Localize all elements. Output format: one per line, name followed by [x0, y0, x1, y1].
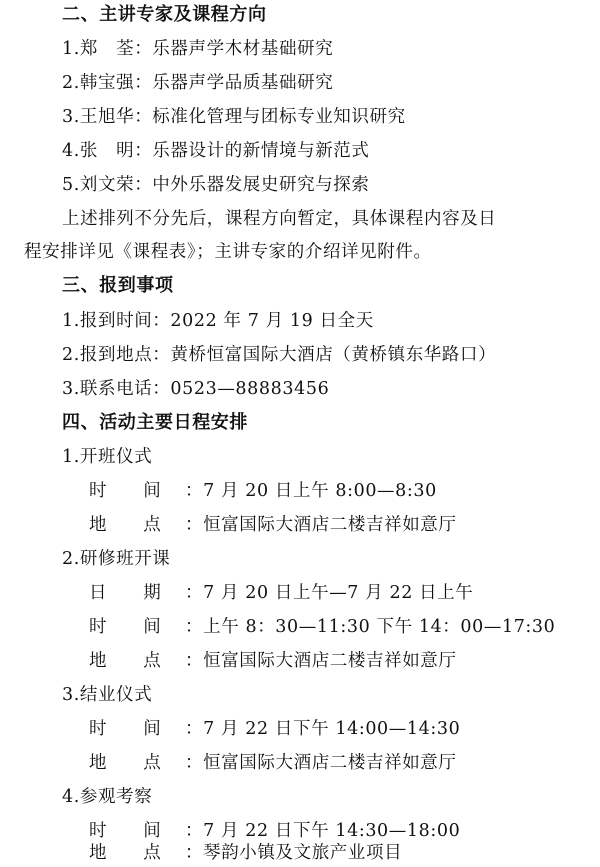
- place-value: 恒富国际大酒店二楼吉祥如意厅: [203, 515, 457, 535]
- colon: ：: [185, 515, 204, 535]
- place-label: 地 点: [89, 753, 162, 773]
- colon: ：: [185, 753, 204, 773]
- colon: ：: [185, 843, 204, 863]
- date-value: 7 月 20 日上午—7 月 22 日上午: [203, 583, 474, 603]
- time-value: 7 月 20 日上午 8:00—8:30: [203, 481, 437, 501]
- schedule-visit-place: [89, 842, 402, 864]
- registration-place: 2.报到地点：黄桥恒富国际大酒店（黄桥镇东华路口）: [62, 345, 497, 365]
- experts-note-line-2: 程安排详见《课程表》；主讲专家的介绍详见附件。: [24, 242, 432, 262]
- schedule-closing-time: [89, 718, 460, 740]
- schedule-closing-place: [89, 752, 457, 774]
- place-label: 地 点: [89, 843, 162, 863]
- expert-item-3: 3.王旭华：标准化管理与团标专业知识研究: [62, 107, 406, 127]
- schedule-course-place: [89, 650, 457, 672]
- colon: ：: [185, 617, 204, 637]
- colon: ：: [185, 651, 204, 671]
- registration-phone: 3.联系电话：0523—88883456: [62, 379, 330, 399]
- place-value: 恒富国际大酒店二楼吉祥如意厅: [203, 651, 457, 671]
- schedule-opening-time: [89, 480, 437, 502]
- schedule-course-time: [89, 616, 555, 638]
- section-heading-registration: 三、报到事项: [62, 275, 174, 296]
- schedule-closing-title: 3.结业仪式: [62, 685, 153, 705]
- colon: ：: [185, 821, 204, 841]
- time-label: 时 间: [89, 481, 162, 501]
- place-label: 地 点: [89, 651, 162, 671]
- schedule-visit-time: [89, 820, 460, 842]
- colon: ：: [185, 583, 204, 603]
- expert-item-2: 2.韩宝强：乐器声学品质基础研究: [62, 73, 334, 93]
- place-value: 恒富国际大酒店二楼吉祥如意厅: [203, 753, 457, 773]
- schedule-course-date: [89, 582, 473, 604]
- schedule-opening-place: [89, 514, 457, 536]
- schedule-opening-title: 1.开班仪式: [62, 447, 153, 467]
- expert-item-1: 1.郑 荃：乐器声学木材基础研究: [62, 39, 334, 59]
- expert-item-4: 4.张 明：乐器设计的新情境与新范式: [62, 141, 370, 161]
- schedule-visit-title: 4.参观考察: [62, 787, 153, 807]
- registration-time: 1.报到时间：2022 年 7 月 19 日全天: [62, 311, 374, 331]
- date-label: 日 期: [89, 583, 162, 603]
- time-label: 时 间: [89, 617, 162, 637]
- colon: ：: [185, 719, 204, 739]
- time-value: 7 月 22 日下午 14:00—14:30: [203, 719, 461, 739]
- expert-item-5: 5.刘文荣：中外乐器发展史研究与探索: [62, 175, 370, 195]
- time-value: 7 月 22 日下午 14:30—18:00: [203, 821, 461, 841]
- place-label: 地 点: [89, 515, 162, 535]
- section-heading-schedule: 四、活动主要日程安排: [62, 412, 248, 433]
- time-value: 上午 8：30—11:30 下午 14：00—17:30: [203, 617, 556, 637]
- time-label: 时 间: [89, 821, 162, 841]
- time-label: 时 间: [89, 719, 162, 739]
- schedule-course-title: 2.研修班开课: [62, 549, 171, 569]
- place-value: 琴韵小镇及文旅产业项目: [203, 843, 403, 863]
- section-heading-experts: 二、主讲专家及课程方向: [62, 4, 267, 25]
- experts-note-line-1: 上述排列不分先后，课程方向暂定，具体课程内容及日: [62, 209, 497, 229]
- colon: ：: [185, 481, 204, 501]
